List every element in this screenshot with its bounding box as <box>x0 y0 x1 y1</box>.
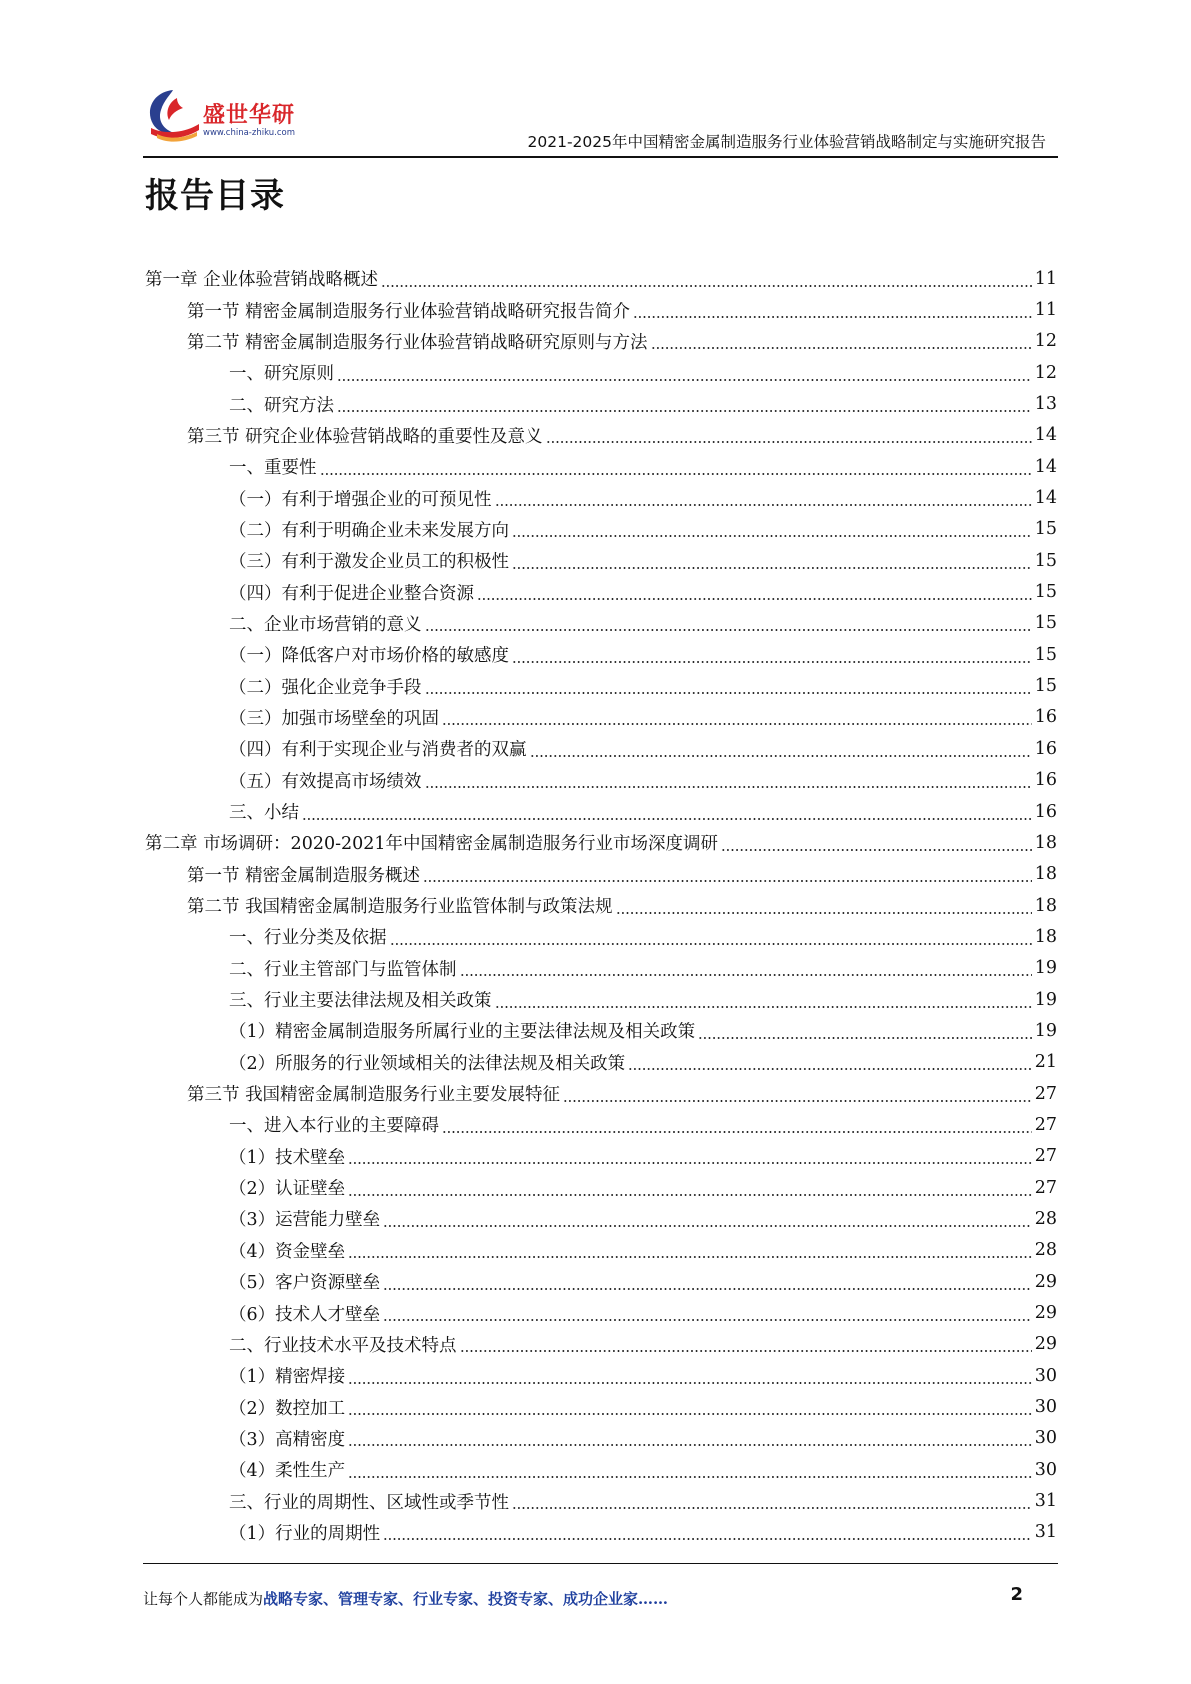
toc-entry-title: 三、小结 <box>229 803 299 824</box>
toc-entry-page: 18 <box>1034 895 1057 916</box>
toc-dot-leader <box>348 1398 1032 1416</box>
toc-entry-page: 16 <box>1034 738 1057 759</box>
toc-entry-page: 11 <box>1034 300 1057 321</box>
toc-entry-page: 18 <box>1034 832 1057 853</box>
toc-entry-title: 第一节 精密金属制造服务概述 <box>187 865 421 886</box>
toc-entry[interactable] <box>145 639 1057 670</box>
header-divider <box>143 156 1058 158</box>
toc-entry[interactable] <box>145 1203 1057 1234</box>
toc-entry-title: 第一节 精密金属制造服务行业体验营销战略研究报告简介 <box>187 301 631 322</box>
toc-entry[interactable] <box>145 953 1057 984</box>
toc-entry-title: （2）认证壁垒 <box>229 1179 346 1200</box>
toc-entry-page: 16 <box>1034 770 1057 791</box>
toc-entry[interactable] <box>145 1454 1057 1485</box>
page-title: 报告目录 <box>145 176 285 216</box>
toc-dot-leader <box>425 677 1032 695</box>
toc-dot-leader <box>512 520 1032 538</box>
toc-entry[interactable] <box>145 1015 1057 1046</box>
toc-entry-title: 二、企业市场营销的意义 <box>229 614 422 635</box>
toc-dot-leader <box>721 834 1032 852</box>
toc-entry-title: 一、行业分类及依据 <box>229 928 387 949</box>
toc-entry-page: 19 <box>1034 989 1057 1010</box>
toc-entry-title: （二）有利于明确企业未来发展方向 <box>229 520 509 541</box>
toc-entry[interactable] <box>145 670 1057 701</box>
toc-entry[interactable] <box>145 827 1057 858</box>
toc-entry[interactable] <box>145 1517 1057 1548</box>
toc-dot-leader <box>495 991 1032 1009</box>
toc-entry[interactable] <box>145 576 1057 607</box>
logo-emblem-icon <box>143 84 203 146</box>
toc-entry-page: 31 <box>1034 1491 1057 1512</box>
logo-website: www.china-zhiku.com <box>203 128 295 138</box>
slogan-emphasis: 战略专家、管理专家、行业专家、投资专家、成功企业家…… <box>263 1590 669 1608</box>
toc-entry[interactable] <box>145 859 1057 890</box>
toc-entry[interactable] <box>145 796 1057 827</box>
toc-entry-title: 一、重要性 <box>229 458 317 479</box>
toc-dot-leader <box>563 1085 1032 1103</box>
toc-dot-leader <box>381 270 1032 288</box>
toc-entry[interactable] <box>145 294 1057 325</box>
toc-dot-leader <box>383 1210 1032 1228</box>
toc-entry-page: 16 <box>1034 707 1057 728</box>
toc-entry-page: 12 <box>1034 331 1057 352</box>
toc-entry-page: 15 <box>1034 613 1057 634</box>
toc-dot-leader <box>337 395 1032 413</box>
toc-entry[interactable] <box>145 1141 1057 1172</box>
toc-entry-page: 27 <box>1034 1083 1057 1104</box>
toc-entry[interactable] <box>145 263 1057 294</box>
table-of-contents <box>145 263 1057 1548</box>
toc-dot-leader <box>442 1116 1032 1134</box>
toc-dot-leader <box>633 301 1032 319</box>
toc-entry[interactable] <box>145 451 1057 482</box>
toc-dot-leader <box>495 489 1032 507</box>
toc-dot-leader <box>383 1273 1032 1291</box>
toc-entry-page: 19 <box>1034 1020 1057 1041</box>
toc-dot-leader <box>628 1053 1032 1071</box>
toc-entry-page: 15 <box>1034 644 1057 665</box>
toc-entry-title: 三、行业主要法律法规及相关政策 <box>229 991 492 1012</box>
toc-entry-page: 14 <box>1034 488 1057 509</box>
toc-entry[interactable] <box>145 357 1057 388</box>
toc-dot-leader <box>337 364 1032 382</box>
logo-brand-name: 盛世华研 <box>203 103 296 128</box>
toc-entry[interactable] <box>145 890 1057 921</box>
toc-entry-page: 27 <box>1034 1114 1057 1135</box>
toc-dot-leader <box>348 1367 1032 1385</box>
toc-dot-leader <box>512 646 1032 664</box>
report-title: 2021-2025年中国精密金属制造服务行业体验营销战略制定与实施研究报告 <box>527 133 1046 151</box>
toc-entry-page: 27 <box>1034 1177 1057 1198</box>
toc-entry[interactable] <box>145 1078 1057 1109</box>
toc-entry-title: 第二节 精密金属制造服务行业体验营销战略研究原则与方法 <box>187 332 648 353</box>
toc-entry-title: （2）数控加工 <box>229 1398 346 1419</box>
toc-entry[interactable] <box>145 733 1057 764</box>
toc-dot-leader <box>383 1523 1032 1541</box>
toc-entry-title: （三）有利于激发企业员工的积极性 <box>229 552 509 573</box>
toc-entry-page: 12 <box>1034 362 1057 383</box>
toc-dot-leader <box>348 1429 1032 1447</box>
toc-entry[interactable] <box>145 420 1057 451</box>
toc-entry[interactable] <box>145 514 1057 545</box>
toc-entry[interactable] <box>145 545 1057 576</box>
toc-dot-leader <box>616 897 1032 915</box>
toc-entry-title: （一）降低客户对市场价格的敏感度 <box>229 646 509 667</box>
toc-entry-title: 二、行业技术水平及技术特点 <box>229 1335 457 1356</box>
toc-entry-title: 第三节 研究企业体验营销战略的重要性及意义 <box>187 426 543 447</box>
toc-entry-page: 21 <box>1034 1052 1057 1073</box>
company-logo <box>143 84 313 144</box>
toc-dot-leader <box>442 708 1032 726</box>
toc-entry-page: 13 <box>1034 394 1057 415</box>
toc-entry-title: （6）技术人才壁垒 <box>229 1304 381 1325</box>
toc-entry[interactable] <box>145 1360 1057 1391</box>
toc-entry[interactable] <box>145 1172 1057 1203</box>
toc-entry[interactable] <box>145 1329 1057 1360</box>
toc-entry-page: 18 <box>1034 926 1057 947</box>
toc-dot-leader <box>651 332 1032 350</box>
toc-entry-page: 14 <box>1034 425 1057 446</box>
toc-entry-title: （五）有效提高市场绩效 <box>229 771 422 792</box>
toc-entry-page: 30 <box>1034 1459 1057 1480</box>
toc-entry-page: 15 <box>1034 519 1057 540</box>
toc-entry-page: 18 <box>1034 864 1057 885</box>
toc-entry-title: 一、进入本行业的主要障碍 <box>229 1116 439 1137</box>
toc-entry-page: 15 <box>1034 676 1057 697</box>
toc-entry-title: （1）精密金属制造服务所属行业的主要法律法规及相关政策 <box>229 1022 696 1043</box>
toc-entry-title: （四）有利于促进企业整合资源 <box>229 583 474 604</box>
toc-dot-leader <box>477 583 1032 601</box>
toc-dot-leader <box>512 552 1032 570</box>
toc-entry[interactable] <box>145 1047 1057 1078</box>
toc-entry[interactable] <box>145 765 1057 796</box>
toc-entry[interactable] <box>145 984 1057 1015</box>
toc-entry-title: 三、行业的周期性、区域性或季节性 <box>229 1492 509 1513</box>
toc-entry-title: （2）所服务的行业领域相关的法律法规及相关政策 <box>229 1053 626 1074</box>
toc-dot-leader <box>348 1147 1032 1165</box>
toc-entry-page: 16 <box>1034 801 1057 822</box>
toc-entry-title: （三）加强市场壁垒的巩固 <box>229 708 439 729</box>
toc-entry-title: （5）客户资源壁垒 <box>229 1273 381 1294</box>
toc-entry[interactable] <box>145 326 1057 357</box>
toc-entry-page: 30 <box>1034 1428 1057 1449</box>
toc-entry-title: 第三节 我国精密金属制造服务行业主要发展特征 <box>187 1085 561 1106</box>
toc-dot-leader <box>546 426 1032 444</box>
toc-dot-leader <box>348 1179 1032 1197</box>
toc-entry-page: 30 <box>1034 1397 1057 1418</box>
toc-entry[interactable] <box>145 1297 1057 1328</box>
toc-dot-leader <box>460 1335 1032 1353</box>
toc-entry-title: 二、行业主管部门与监管体制 <box>229 959 457 980</box>
toc-dot-leader <box>698 1022 1032 1040</box>
toc-entry-page: 29 <box>1034 1334 1057 1355</box>
toc-entry[interactable] <box>145 702 1057 733</box>
toc-entry-title: 第二节 我国精密金属制造服务行业监管体制与政策法规 <box>187 897 613 918</box>
toc-dot-leader <box>348 1461 1032 1479</box>
toc-entry-title: （3）运营能力壁垒 <box>229 1210 381 1231</box>
toc-entry[interactable] <box>145 921 1057 952</box>
toc-dot-leader <box>425 614 1032 632</box>
toc-dot-leader <box>423 865 1032 883</box>
toc-entry-title: （一）有利于增强企业的可预见性 <box>229 489 492 510</box>
toc-dot-leader <box>425 771 1032 789</box>
toc-entry-page: 29 <box>1034 1271 1057 1292</box>
toc-dot-leader <box>348 1241 1032 1259</box>
toc-entry[interactable] <box>145 1485 1057 1516</box>
slogan-prefix: 让每个人都能成为 <box>143 1590 264 1608</box>
toc-dot-leader <box>512 1492 1032 1510</box>
toc-entry-page: 29 <box>1034 1303 1057 1324</box>
toc-dot-leader <box>383 1304 1032 1322</box>
page-header <box>143 78 1058 156</box>
toc-entry-page: 14 <box>1034 456 1057 477</box>
toc-entry-title: （4）资金壁垒 <box>229 1241 346 1262</box>
toc-dot-leader <box>460 959 1032 977</box>
toc-entry[interactable] <box>145 608 1057 639</box>
toc-entry-page: 31 <box>1034 1522 1057 1543</box>
toc-entry[interactable] <box>145 1423 1057 1454</box>
toc-entry-page: 19 <box>1034 958 1057 979</box>
toc-entry[interactable] <box>145 1391 1057 1422</box>
toc-dot-leader <box>320 458 1032 476</box>
toc-entry-title: 第二章 市场调研：2020-2021年中国精密金属制造服务行业市场深度调研 <box>145 834 719 855</box>
toc-entry-title: 第一章 企业体验营销战略概述 <box>145 270 379 291</box>
toc-entry-page: 15 <box>1034 582 1057 603</box>
toc-entry-title: （二）强化企业竞争手段 <box>229 677 422 698</box>
toc-entry-title: （1）行业的周期性 <box>229 1523 381 1544</box>
page-number: 2 <box>1010 1584 1023 1605</box>
toc-entry[interactable] <box>145 1109 1057 1140</box>
toc-entry-page: 27 <box>1034 1146 1057 1167</box>
toc-entry-title: （1）技术壁垒 <box>229 1147 346 1168</box>
toc-entry-page: 30 <box>1034 1365 1057 1386</box>
toc-entry-page: 11 <box>1034 268 1057 289</box>
footer-divider <box>143 1563 1058 1564</box>
toc-dot-leader <box>302 803 1032 821</box>
toc-entry-page: 28 <box>1034 1208 1057 1229</box>
toc-entry-title: 二、研究方法 <box>229 395 334 416</box>
toc-entry-page: 15 <box>1034 550 1057 571</box>
toc-entry-title: （3）高精密度 <box>229 1429 346 1450</box>
toc-entry-title: （4）柔性生产 <box>229 1461 346 1482</box>
toc-dot-leader <box>530 740 1032 758</box>
toc-entry[interactable] <box>145 1266 1057 1297</box>
toc-entry[interactable] <box>145 388 1057 419</box>
toc-entry[interactable] <box>145 482 1057 513</box>
toc-entry-title: 一、研究原则 <box>229 364 334 385</box>
toc-entry-title: （1）精密焊接 <box>229 1367 346 1388</box>
toc-entry-page: 28 <box>1034 1240 1057 1261</box>
footer-slogan <box>143 1588 668 1609</box>
toc-dot-leader <box>390 928 1032 946</box>
toc-entry-title: （四）有利于实现企业与消费者的双赢 <box>229 740 527 761</box>
toc-entry[interactable] <box>145 1235 1057 1266</box>
